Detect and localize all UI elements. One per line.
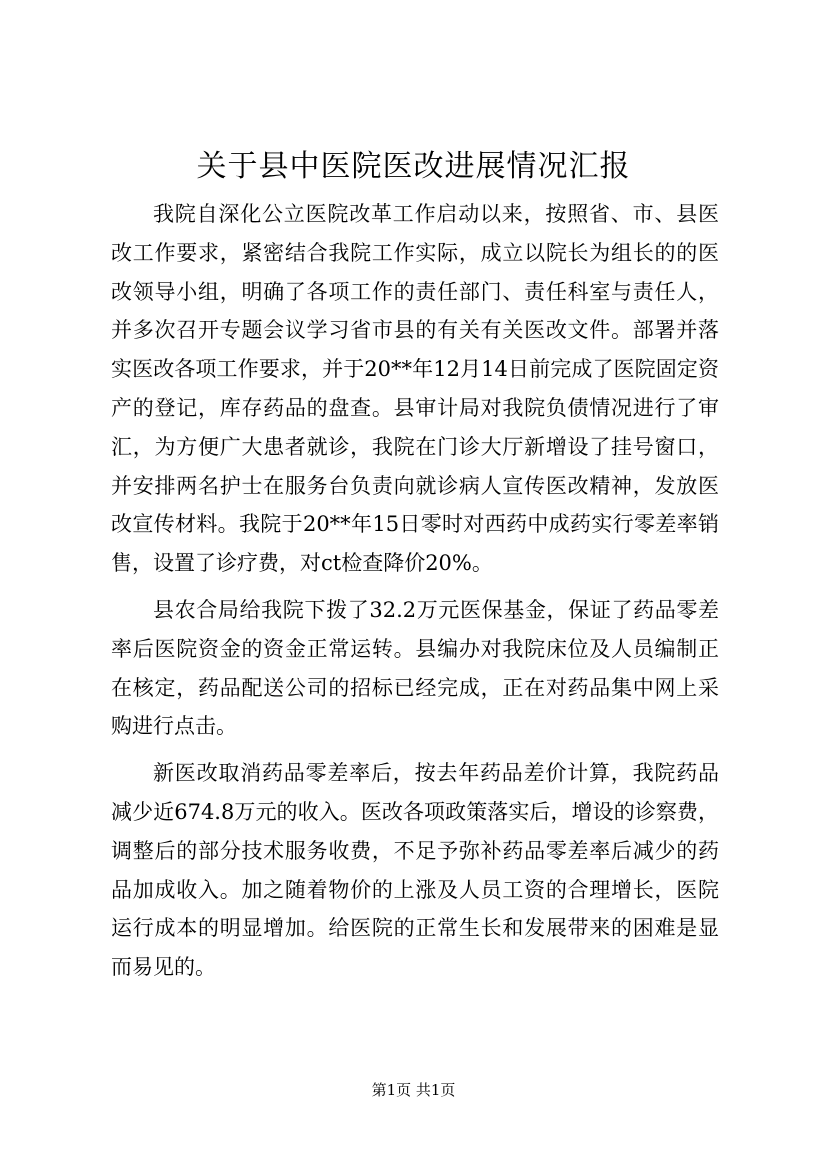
- document-title: 关于县中医院医改进展情况汇报: [196, 149, 631, 184]
- paragraph-2: 县农合局给我院下拨了32.2万元医保基金，保证了药品零差率后医院资金的资金正常运转。县编办对我院床位及人员编制正在核定，药品配送公司的招标已经完成，正在对药品集中网上采购进行点击。: [111, 597, 719, 739]
- page-footer: 第1页 共1页: [371, 1081, 456, 1099]
- document-body: [111, 195, 719, 995]
- paragraph-1: 我院自深化公立医院改革工作启动以来，按照省、市、县医改工作要求，紧密结合我院工作实际，成立以院长为组长的的医改领导小组，明确了各项工作的责任部门、责任科室与责任人，并多次召开专题会议学习省市县的有关有关医改文件。部署并落实医改各项工作要求，并于20**年12月14日前完成了医院固定资产的登记，库存药品的盘查。县审计局对我院负债情况进行了审汇，为方便广大患者就诊，我院在门诊大厅新增设了挂号窗口，并安排两名护士在服务台负责向就诊病人宣传医改精神，发放医改宣传材料。我院于20**年15日零时对西药中成药实行零差率销售，设置了诊疗费，对ct检查降价20%。: [111, 202, 719, 576]
- paragraph-3: 新医改取消药品零差率后，按去年药品差价计算，我院药品减少近674.8万元的收入。医改各项政策落实后，增设的诊察费，调整后的部分技术服务收费，不足予弥补药品零差率后减少的药品加成收入。加之随着物价的上涨及人员工资的合理增长，医院运行成本的明显增加。给医院的正常生长和发展带来的困难是显而易见的。: [111, 761, 719, 980]
